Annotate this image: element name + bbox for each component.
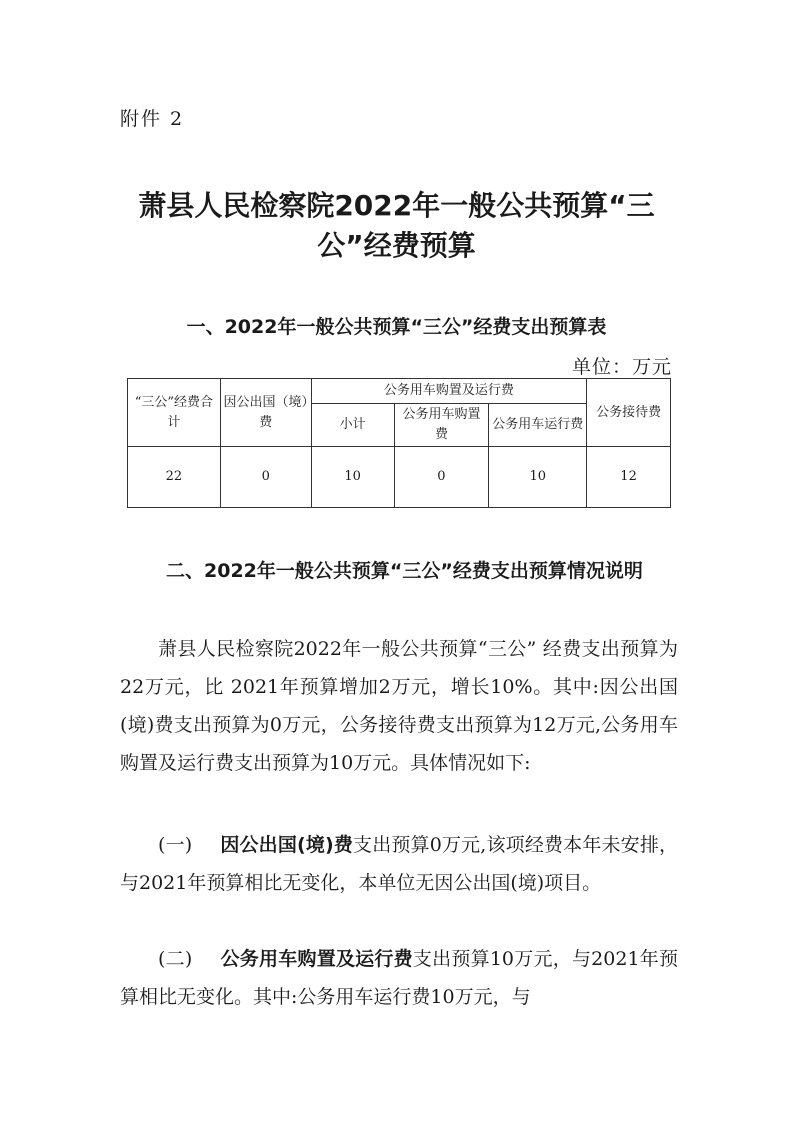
- paragraph-abroad-marker: (一): [158, 834, 193, 856]
- section1-heading: 一、2022年一般公共预算“三公”经费支出预算表: [186, 316, 607, 338]
- value-abroad: 0: [220, 447, 311, 508]
- attachment-label: 附件 2: [120, 108, 185, 130]
- paragraph-abroad: [120, 826, 678, 902]
- paragraph-summary: [120, 630, 678, 782]
- header-vehicle-group: 公务用车购置及运行费: [311, 379, 586, 404]
- header-purchase: 公务用车购置费: [394, 404, 489, 447]
- paragraph-vehicle-term: 公务用车购置及运行费: [220, 948, 413, 970]
- value-operation: 10: [489, 447, 587, 508]
- header-abroad: 因公出国（境）费: [220, 379, 311, 447]
- value-total: 22: [128, 447, 221, 508]
- paragraph-summary-text: 萧县人民检察院2022年一般公共预算“三公” 经费支出预算为22万元，比 2021年预算增加2万元，增长10%。其中:因公出国(境)费支出预算为0万元，公务接待费支出预算为12万元,公务用车购置及运行费支出预算为10万元。具体情况如下:: [120, 638, 678, 774]
- value-reception: 12: [587, 447, 671, 508]
- paragraph-vehicle: [120, 940, 678, 1016]
- budget-table: [127, 378, 671, 508]
- value-subtotal: 10: [311, 447, 394, 508]
- header-reception: 公务接待费: [587, 379, 671, 447]
- paragraph-vehicle-text: 支出预算10万元，与2021年预算相比无变化。其中:公务用车运行费10万元，与: [120, 948, 678, 1008]
- value-purchase: 0: [394, 447, 489, 508]
- paragraph-vehicle-marker: (二): [158, 948, 193, 970]
- paragraph-abroad-text: 支出预算0万元,该项经费本年未安排，与2021年预算相比无变化，本单位无因公出国(境)项目。: [120, 834, 679, 894]
- header-subtotal: 小计: [311, 404, 394, 447]
- unit-label: 单位：万元: [571, 356, 672, 378]
- table-row: [128, 447, 671, 508]
- document-title: 萧县人民检察院2022年一般公共预算“三: [138, 189, 655, 222]
- header-total: “三公”经费合计: [128, 379, 221, 447]
- paragraph-abroad-term: 因公出国(境)费: [220, 834, 354, 856]
- section2-heading: 二、2022年一般公共预算“三公”经费支出预算情况说明: [166, 560, 643, 582]
- document-title-continued: 公”经费预算: [317, 229, 476, 262]
- header-operation: 公务用车运行费: [489, 404, 587, 447]
